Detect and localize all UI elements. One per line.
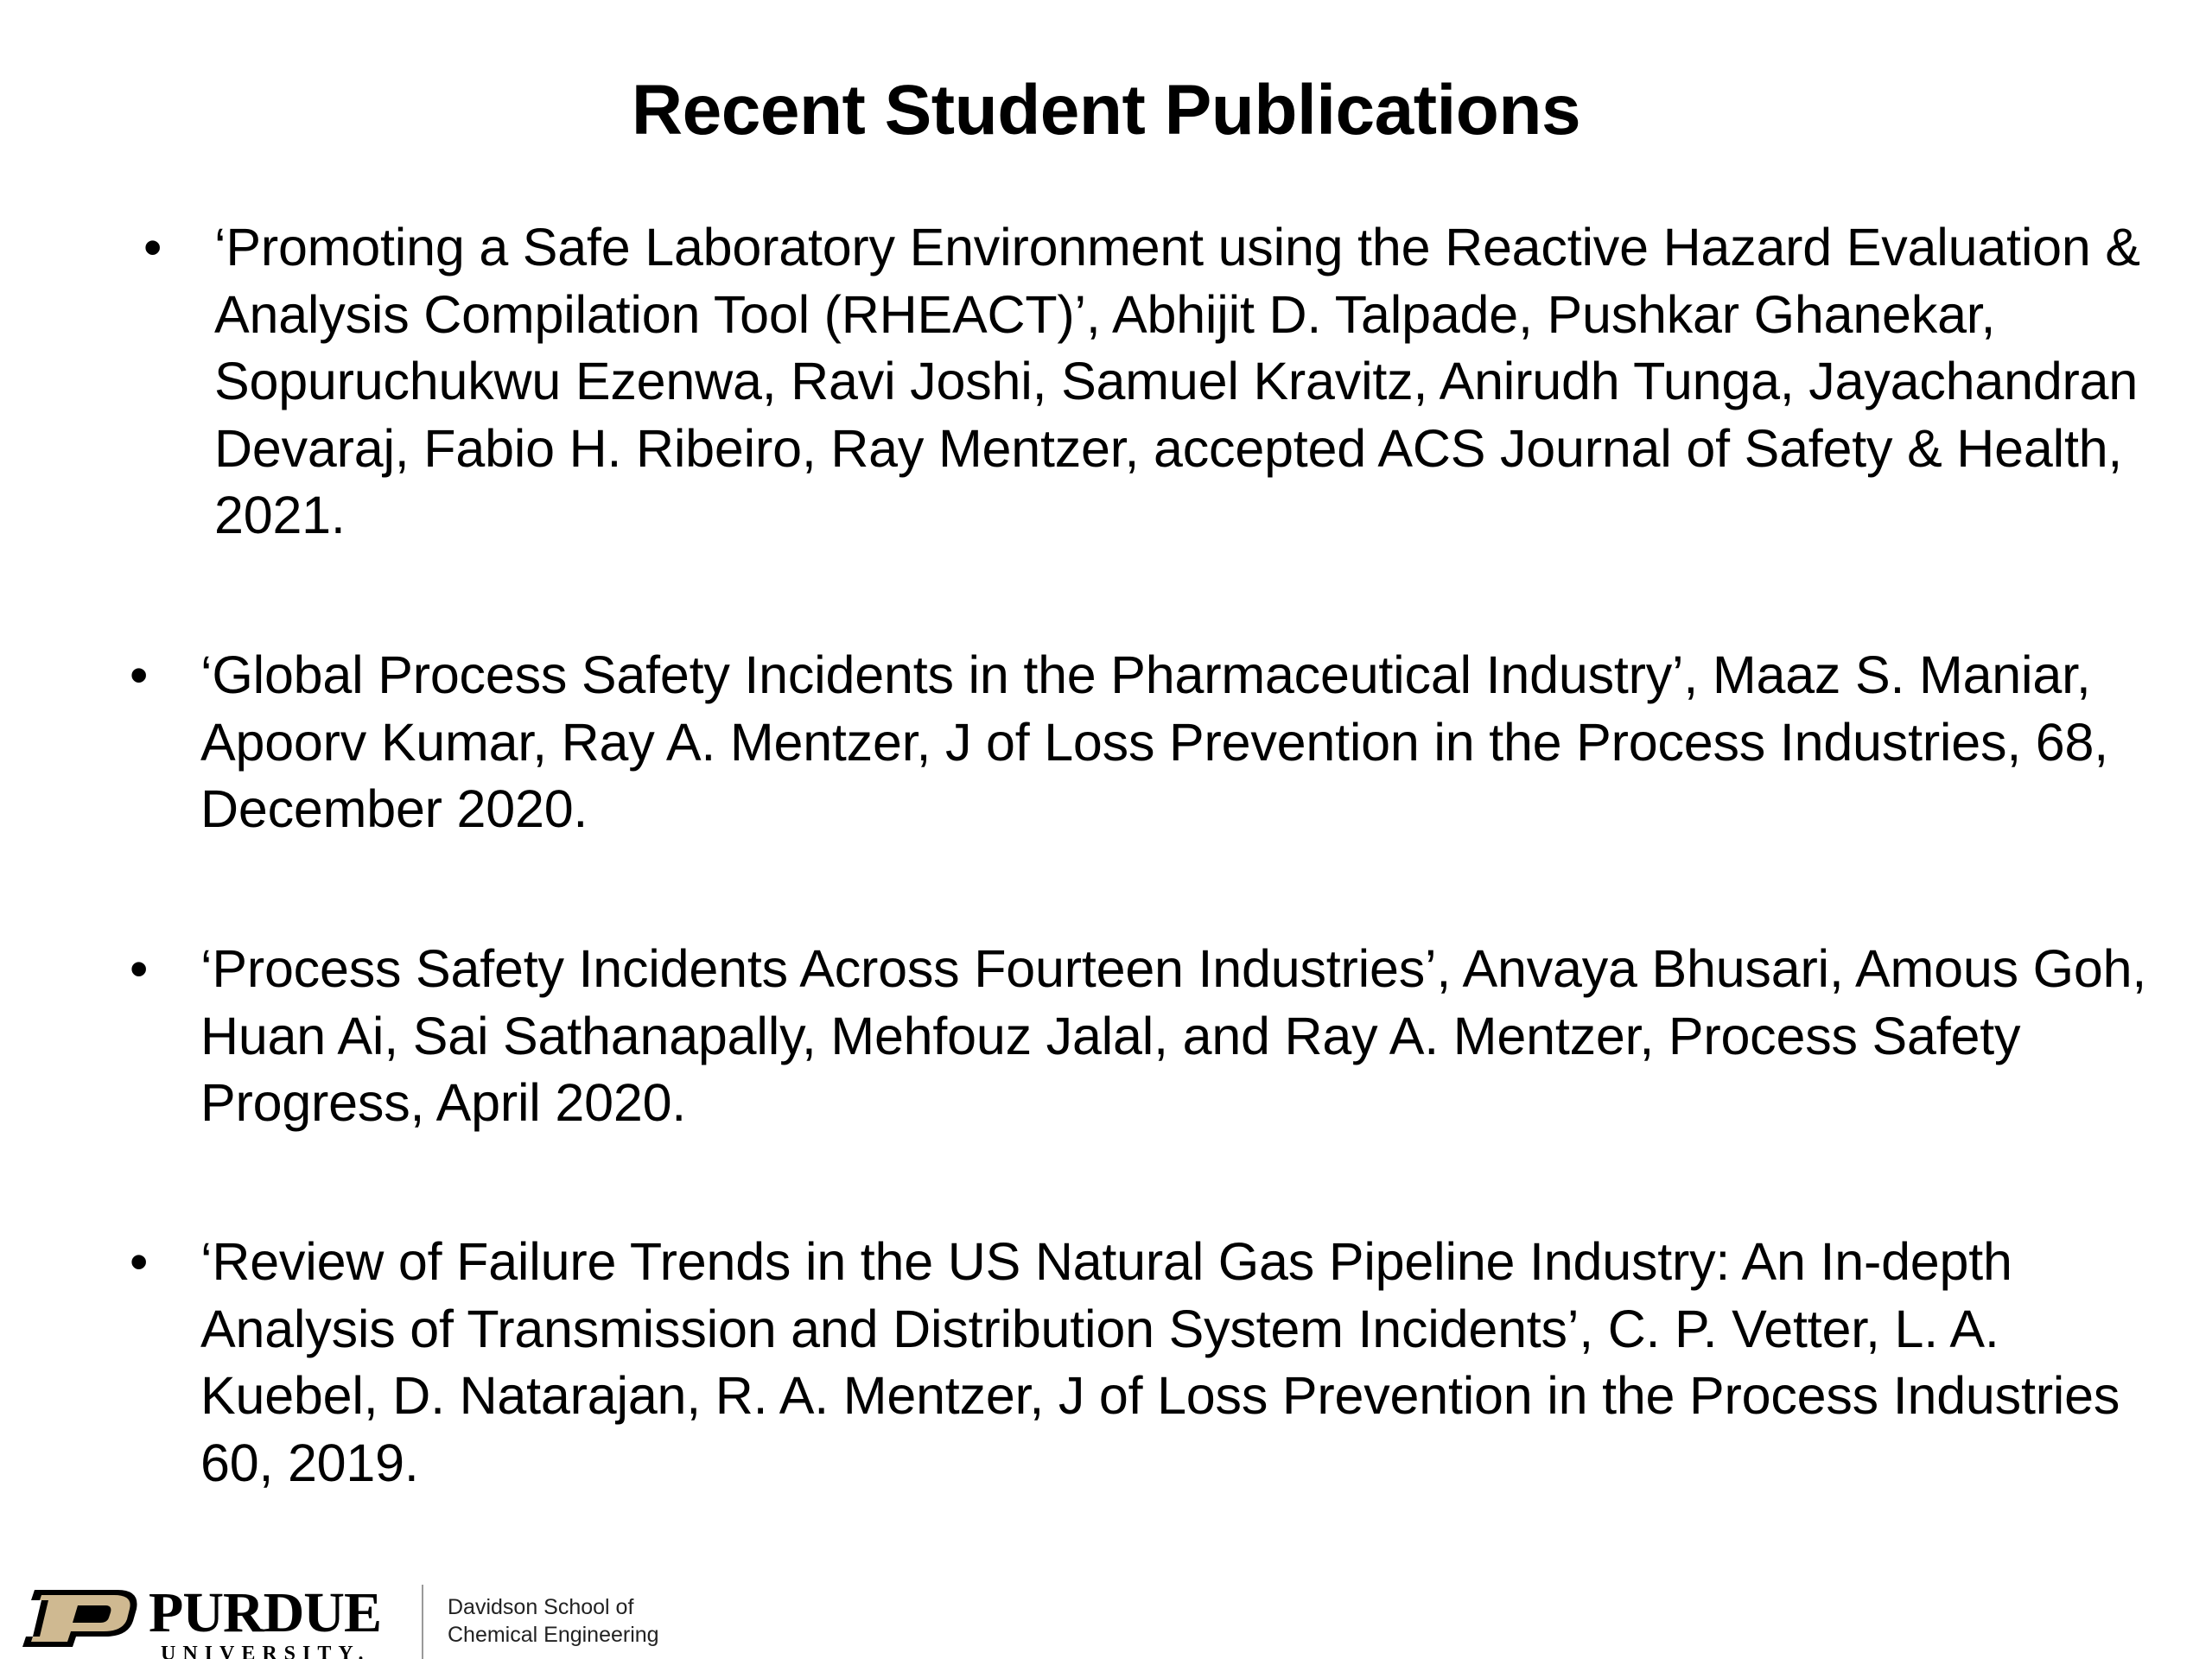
publication-item: [130, 1229, 2188, 1497]
logo-divider: [422, 1585, 423, 1659]
school-name-line-1: Davidson School of: [448, 1595, 634, 1619]
bullet-glyph: •: [143, 218, 162, 276]
publication-item: [130, 936, 2188, 1137]
bullet-glyph: •: [130, 645, 149, 704]
publication-text: ‘Global Process Safety Incidents in the Pharmaceutical Industry’, Maaz S. Maniar, Apoorv Kumar, Ray A. Mentzer, J of Loss Prevention in the Process Industries, 68, December 2020.: [200, 645, 2109, 838]
bullet-glyph: •: [130, 939, 149, 998]
publication-text: ‘Process Safety Incidents Across Fourteen Industries’, Anvaya Bhusari, Amous Goh, Huan Ai, Sai Sathanapally, Mehfouz Jalal, and Ray A. Mentzer, Process Safety Progress, April 2020.: [200, 939, 2147, 1132]
purdue-p-logo-icon: [16, 1588, 142, 1649]
school-name: [448, 1593, 659, 1649]
school-name-line-2: Chemical Engineering: [448, 1623, 659, 1647]
bullet-glyph: •: [130, 1232, 149, 1291]
publication-item: [143, 214, 2150, 550]
university-wordmark: UNIVERSITY.: [161, 1643, 371, 1659]
purdue-wordmark: PURDUE: [149, 1581, 381, 1644]
footer-logo-block: [0, 1573, 778, 1659]
publication-text: ‘Review of Failure Trends in the US Natural Gas Pipeline Industry: An In-depth Analysis of Transmission and Distribution System Incidents’, C. P. Vetter, L. A. Kuebel, D. Natarajan, R. A. Mentzer, J of Loss Prevention in the Process Industries 60, 2019.: [200, 1232, 2120, 1492]
publication-item: [130, 642, 2188, 843]
publication-text: ‘Promoting a Safe Laboratory Environment using the Reactive Hazard Evaluation & Analysis Compilation Tool (RHEACT)’, Abhijit D. Talpade, Pushkar Ghanekar, Sopuruchukwu Ezenwa, Ravi Joshi, Samuel Kravitz, Anirudh Tunga, Jayachandran Devaraj, Fabio H. Ribeiro, Ray Mentzer, accepted ACS Journal of Safety & Health, 2021.: [214, 218, 2140, 544]
slide-title: Recent Student Publications: [631, 71, 1581, 149]
